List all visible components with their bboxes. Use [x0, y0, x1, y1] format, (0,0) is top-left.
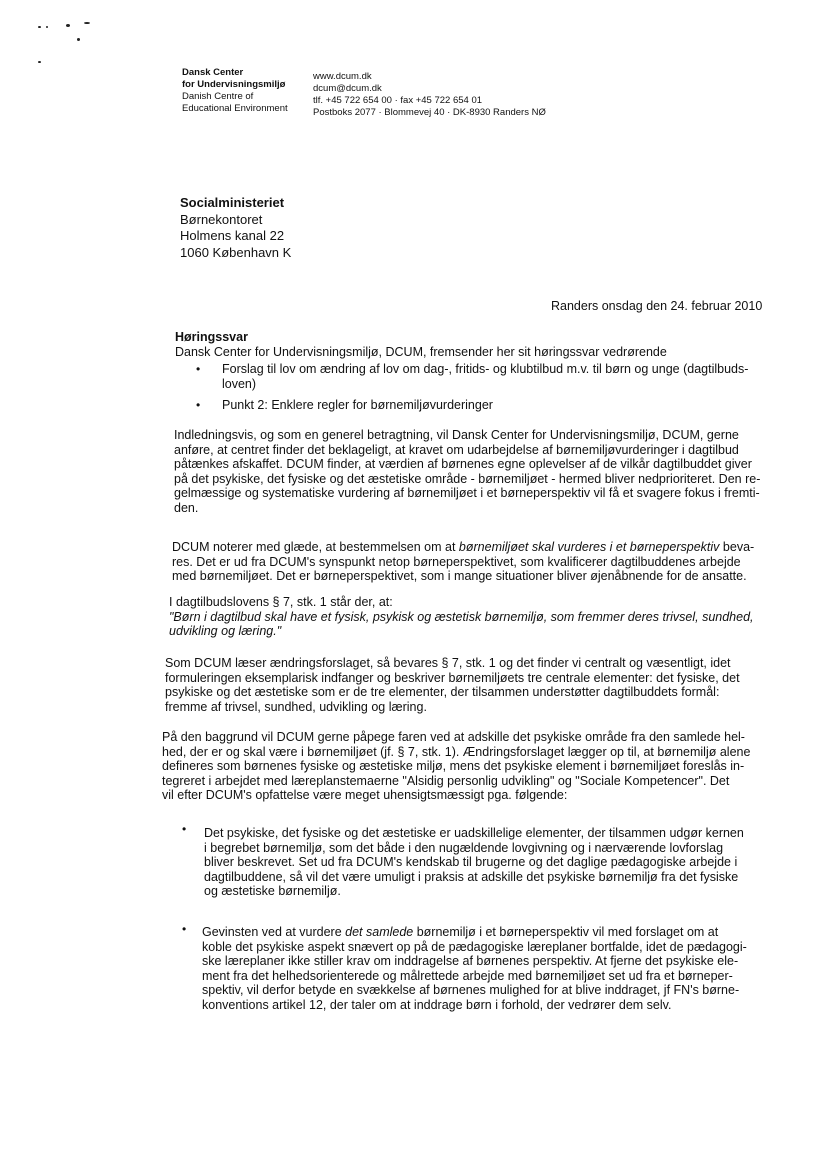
scan-speck: [38, 26, 41, 28]
quote-intro: I dagtilbudslovens § 7, stk. 1 står der, at:: [169, 595, 393, 609]
intro-bullet-list: [196, 362, 760, 413]
phone-line: tlf. +45 722 654 00 · fax +45 722 654 01: [313, 95, 483, 106]
recipient-address: [180, 195, 291, 261]
intro-bullet-line: Punkt 2: Enklere regler for børnemiljøvurderinger: [222, 398, 493, 413]
text-line: Indledningsvis, og som en generel betragtning, vil Dansk Center for Undervisningsmiljø, DCUM, gerne: [174, 428, 739, 442]
paragraph-perspective: [172, 540, 767, 584]
text-line: vil efter DCUM's opfattelse være meget uhensigtsmæssigt pga. følgende:: [162, 788, 568, 803]
text-line: res. Det er ud fra DCUM's synspunkt netop børneperspektivet, som kvalificerer dagtilbuddenes arbejde: [172, 554, 741, 569]
text-line: Som DCUM læser ændringsforslaget, så bevares § 7, stk. 1 og det finder vi centralt og væsentligt, idet: [165, 656, 731, 670]
bullet-icon: •: [182, 922, 187, 936]
text-span: beva-: [719, 540, 755, 554]
text-line: påtænkes afskaffet. DCUM finder, at værdien af børnenes egne oplevelser af de vilkår dagtilbuddet giver: [174, 457, 752, 472]
intro-bullet-line: Forslag til lov om ændring af lov om dag-, fritids- og klubtilbud m.v. til børn og unge (dagtilbuds-: [222, 362, 749, 376]
text-line: formuleringen eksemplarisk indfanger og beskriver børnemiljøets tre centrale elementer: det fysiske, det: [165, 670, 740, 685]
bullet-icon: •: [196, 362, 201, 376]
text-line: i begrebet børnemiljø, som det både i den nugældende lovgivning og i nærværende lovforslag: [204, 840, 724, 855]
org-line: Educational Environment: [182, 103, 288, 114]
subject-heading: Høringssvar: [175, 330, 248, 344]
postal-line: Postboks 2077 · Blommevej 40 · DK-8930 Randers NØ: [313, 107, 546, 118]
text-line: med børnemiljøet. Det er børneperspektivet, som i mange situationer bliver øjenåbnende for de ansatte.: [172, 569, 747, 584]
scan-speck: [46, 26, 48, 28]
letter-body-top: [175, 330, 775, 359]
concern-bullet-item: [202, 925, 762, 1013]
scan-speck: [84, 22, 90, 24]
text-line: og æstetiske børnemiljø.: [204, 884, 341, 899]
scan-speck: [77, 38, 80, 41]
text-line: [172, 540, 767, 555]
org-line: Danish Centre of: [182, 91, 254, 102]
text-line: anføre, at centret finder det beklageligt, at kravet om udarbejdelse af børnemiljøvurderinger i dagtilbud: [174, 442, 739, 457]
text-span: DCUM noterer med glæde, at bestemmelsen om at: [172, 540, 459, 554]
paragraph-amendment: [165, 656, 765, 714]
text-line: fremme af trivsel, sundhed, udvikling og læring.: [165, 699, 427, 714]
website-line: www.dcum.dk: [313, 71, 372, 82]
emphasis-text: det samlede: [345, 925, 414, 939]
org-line: for Undervisningsmiljø: [182, 79, 286, 90]
bullet-icon: •: [182, 822, 187, 836]
text-line: bliver beskrevet. Set ud fra DCUM's kendskab til brugerne og det daglige pædagogiske arbejde i: [204, 855, 738, 870]
intro-line: Dansk Center for Undervisningsmiljø, DCUM, fremsender her sit høringssvar vedrørende: [175, 344, 667, 359]
recipient-name: Socialministeriet: [180, 195, 285, 210]
text-line: På den baggrund vil DCUM gerne påpege faren ved at adskille det psykiske område fra den samlede hel-: [162, 730, 745, 744]
org-line: Dansk Center: [182, 67, 244, 78]
scan-speck: [38, 61, 41, 63]
text-line: dagtilbuddene, så vil det være umuligt i praksis at adskille det psykiske børnemiljø fra det fysiske: [204, 869, 739, 884]
text-line: på det psykiske, det fysiske og det æstetiske område - børnemiljøet - hermed bliver nedprioriteret. Den re-: [174, 471, 761, 486]
text-line: ment fra det helhedsorienterede og målrettede arbejde med børnemiljøet set ud fra et børneper-: [202, 968, 733, 983]
recipient-line: Børnekontoret: [180, 211, 263, 227]
date-line: Randers onsdag den 24. februar 2010: [551, 299, 763, 313]
text-line: defineres som børnenes fysiske og æstetiske miljø, mens det psykiske element i børnemiljøet foreslås in-: [162, 759, 745, 774]
email-line: dcum@dcum.dk: [313, 83, 382, 94]
intro-bullet-item: [222, 362, 760, 391]
letterhead-contact: [313, 71, 546, 119]
text-line: [202, 925, 762, 940]
text-line: spektiv, vil derfor betyde en svækkelse af børnenes mulighed for at blive inddraget, jf FN's børne-: [202, 983, 740, 998]
text-line: Det psykiske, det fysiske og det æstetiske er uadskillelige elementer, der tilsammen udgør kernen: [204, 826, 744, 840]
text-line: hed, der er og skal være i børnemiljøet (jf. § 7, stk. 1). Ændringsforslaget lægger op til, at børnemiljø alene: [162, 744, 751, 759]
paragraph-intro: [174, 428, 764, 516]
scan-speck: [66, 24, 70, 27]
text-line: tegreret i arbejdet med læreplanstemaerne "Alsidig personlig udvikling" og "Sociale Kompetencer". Det: [162, 773, 730, 788]
text-line: koble det psykiske aspekt snævert op på de pædagogiske læreplaner bortfalde, idet de pædagogi-: [202, 939, 747, 954]
text-line: konventions artikel 12, der taler om at inddrage børn i forhold, der vedrører dem selv.: [202, 997, 672, 1012]
quote-line: "Børn i dagtilbud skal have et fysisk, psykisk og æstetisk børnemiljø, som fremmer deres trivsel, sundhed,: [169, 609, 754, 624]
intro-bullet-line: loven): [222, 376, 257, 391]
emphasis-text: børnemiljøet skal vurderes i et børneperspektiv: [458, 540, 720, 554]
bullet-icon: •: [196, 398, 201, 412]
text-line: ske læreplaner ikke stiller krav om inddragelse af børnenes perspektiv. At fjerne det psykiske ele-: [202, 954, 739, 969]
law-quote: [169, 595, 769, 639]
text-span: børnemiljø i et børneperspektiv vil med forslaget om at: [413, 925, 719, 939]
recipient-line: 1060 København K: [180, 244, 292, 260]
concern-bullet-item: [204, 826, 764, 899]
letterhead-organization: [182, 67, 288, 115]
paragraph-concern: [162, 730, 762, 803]
text-line: gelmæssige og systematiske vurdering af børnemiljøet i et børneperspektiv vil få et svagere fokus i fremti-: [174, 486, 760, 501]
intro-bullet-item: [222, 398, 760, 413]
text-span: Gevinsten ved at vurdere: [202, 925, 346, 939]
quote-line: udvikling og læring.": [169, 624, 282, 639]
text-line: den.: [174, 500, 199, 515]
recipient-line: Holmens kanal 22: [180, 228, 285, 243]
text-line: psykiske og det æstetiske som er de tre elementer, der tilsammen understøtter dagtilbuddets formål:: [165, 685, 720, 700]
